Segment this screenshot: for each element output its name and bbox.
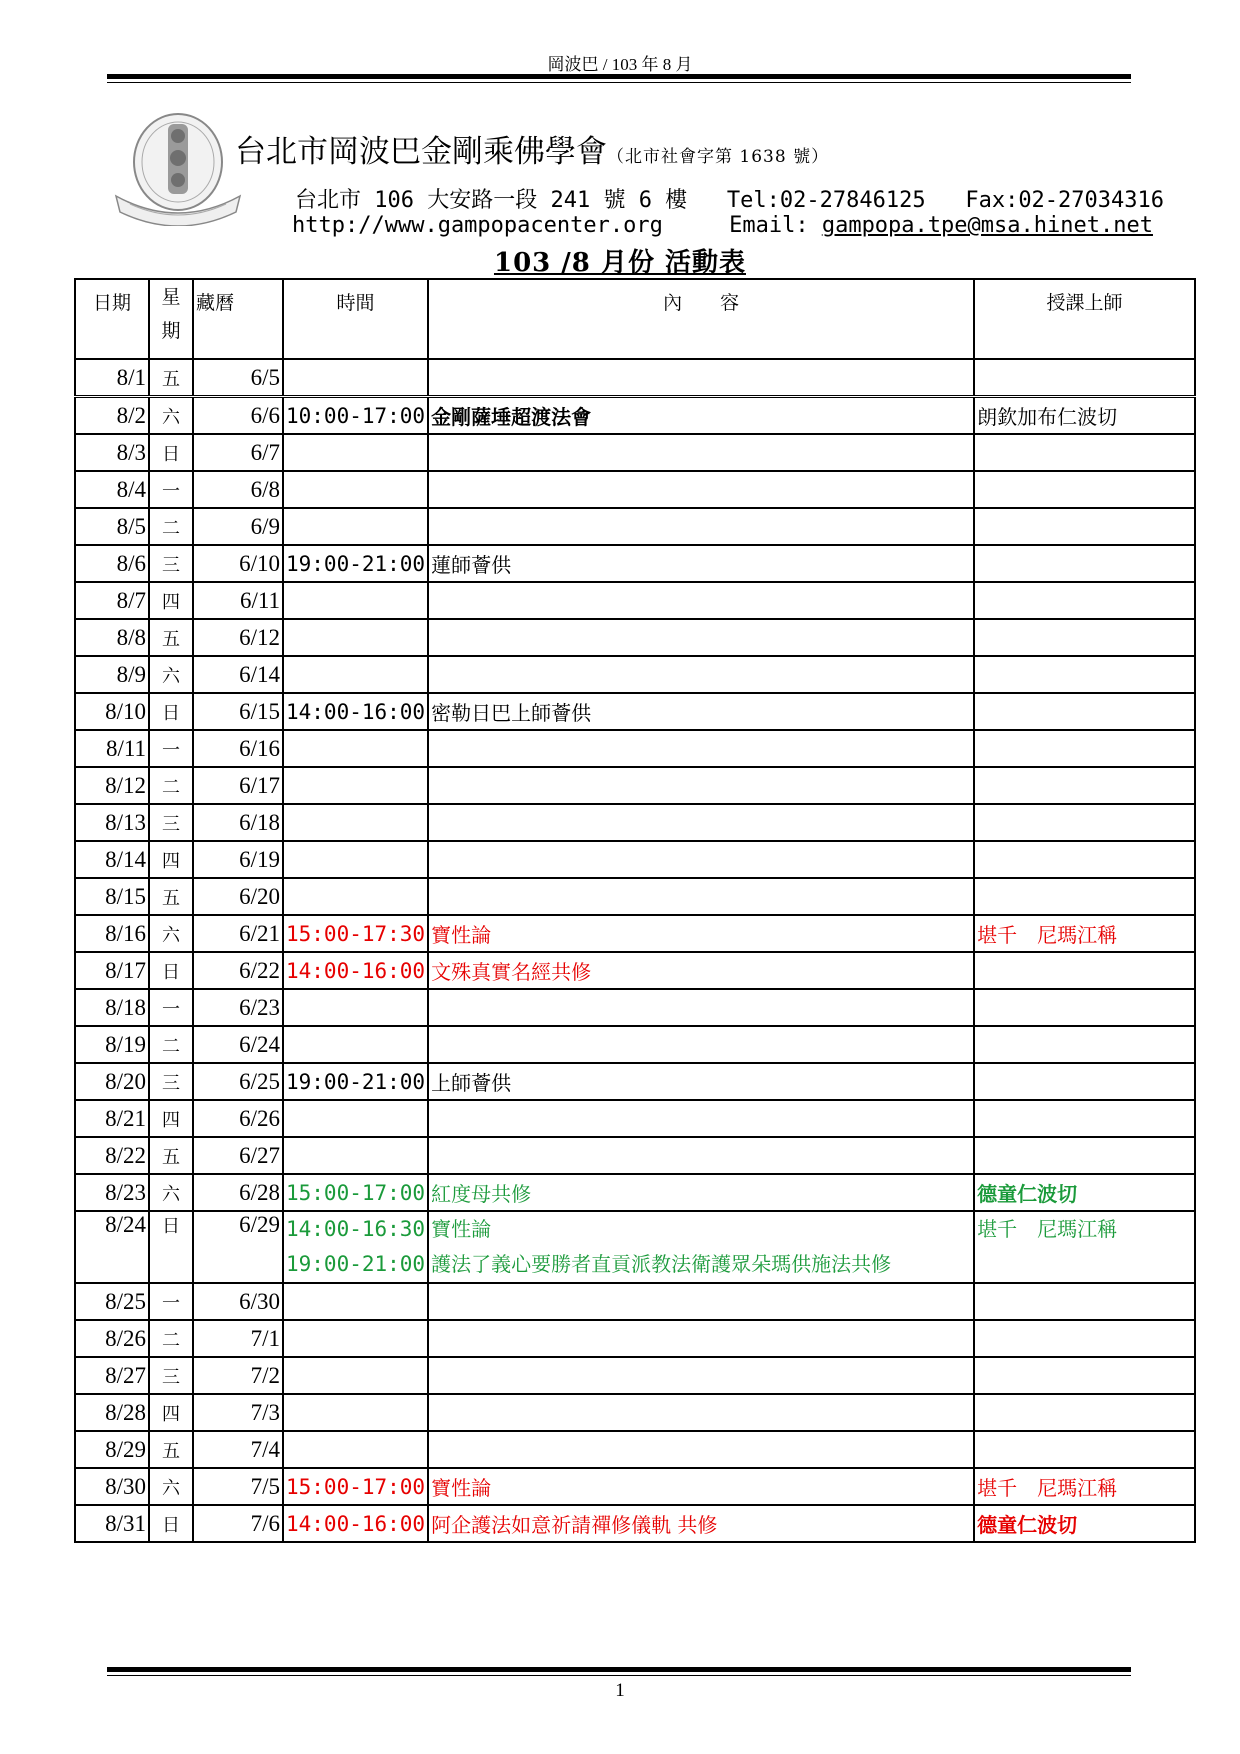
- cell-date: 8/6: [75, 545, 149, 582]
- cell-date: 8/5: [75, 508, 149, 545]
- cell-teacher: [974, 1320, 1195, 1357]
- cell-weekday: 一: [149, 730, 193, 767]
- cell-time: [283, 434, 428, 471]
- cell-weekday: 六: [149, 1174, 193, 1211]
- cell-date: 8/7: [75, 582, 149, 619]
- cell-date: 8/22: [75, 1137, 149, 1174]
- cell-weekday: 六: [149, 915, 193, 952]
- cell-content: [428, 804, 974, 841]
- cell-time: [283, 508, 428, 545]
- header-teacher: 授課上師: [974, 279, 1195, 359]
- document-title: 103 /8 月份 活動表: [493, 248, 746, 278]
- org-address: 台北市 106 大安路一段 241 號 6 樓 Tel:02-27846125 Fax:02-27034316: [295, 188, 1165, 213]
- cell-teacher: [974, 545, 1195, 582]
- cell-teacher: [974, 1394, 1195, 1431]
- cell-teacher: 德童仁波切: [974, 1505, 1195, 1542]
- org-logo-icon: [110, 100, 246, 226]
- table-row: [75, 1174, 1195, 1211]
- table-row: [75, 693, 1195, 730]
- cell-tibetan-date: 6/5: [193, 359, 283, 397]
- email-link[interactable]: gampopa.tpe@msa.hinet.net: [821, 213, 1153, 238]
- table-row: [75, 1357, 1195, 1394]
- cell-content: [428, 730, 974, 767]
- cell-date: 8/23: [75, 1174, 149, 1211]
- cell-date: 8/15: [75, 878, 149, 915]
- cell-date: 8/2: [75, 397, 149, 435]
- cell-weekday: 二: [149, 508, 193, 545]
- cell-teacher: 堪千 尼瑪江稱: [974, 915, 1195, 952]
- cell-time: [283, 841, 428, 878]
- cell-weekday: 五: [149, 619, 193, 656]
- cell-content: [428, 582, 974, 619]
- cell-content: 密勒日巴上師薈供: [428, 693, 974, 730]
- table-row: [75, 878, 1195, 915]
- cell-teacher: [974, 693, 1195, 730]
- cell-content: [428, 767, 974, 804]
- cell-tibetan-date: 6/6: [193, 397, 283, 435]
- cell-teacher: [974, 1431, 1195, 1468]
- cell-date: 8/17: [75, 952, 149, 989]
- cell-date: 8/12: [75, 767, 149, 804]
- cell-tibetan-date: 6/30: [193, 1283, 283, 1320]
- cell-teacher: [974, 582, 1195, 619]
- cell-time: 14:00-16:00: [283, 693, 428, 730]
- table-row: [75, 915, 1195, 952]
- table-row: [75, 508, 1195, 545]
- cell-tibetan-date: 6/27: [193, 1137, 283, 1174]
- cell-content: [428, 1394, 974, 1431]
- cell-weekday: 日: [149, 1505, 193, 1542]
- cell-teacher: [974, 434, 1195, 471]
- table-row: [75, 1468, 1195, 1505]
- cell-tibetan-date: 6/8: [193, 471, 283, 508]
- cell-teacher: 堪千 尼瑪江稱: [974, 1468, 1195, 1505]
- table-row: [75, 545, 1195, 582]
- page-number: 1: [615, 1680, 625, 1701]
- org-contact-line: [292, 213, 1153, 238]
- table-row: [75, 804, 1195, 841]
- cell-time: [283, 1137, 428, 1174]
- cell-tibetan-date: 6/23: [193, 989, 283, 1026]
- cell-time: [283, 359, 428, 397]
- cell-tibetan-date: 6/21: [193, 915, 283, 952]
- cell-tibetan-date: 6/7: [193, 434, 283, 471]
- cell-time: [283, 471, 428, 508]
- cell-date: 8/8: [75, 619, 149, 656]
- cell-weekday: 日: [149, 693, 193, 730]
- cell-teacher: [974, 1063, 1195, 1100]
- cell-tibetan-date: 6/14: [193, 656, 283, 693]
- table-row: [75, 1026, 1195, 1063]
- table-row: [75, 656, 1195, 693]
- cell-teacher: 堪千 尼瑪江稱: [974, 1211, 1195, 1283]
- cell-time: [283, 582, 428, 619]
- table-row: [75, 989, 1195, 1026]
- cell-date: 8/19: [75, 1026, 149, 1063]
- table-row: [75, 359, 1195, 397]
- cell-tibetan-date: 6/22: [193, 952, 283, 989]
- cell-content: [428, 1283, 974, 1320]
- cell-content: [428, 359, 974, 397]
- table-row: [75, 1505, 1195, 1542]
- cell-weekday: 二: [149, 1026, 193, 1063]
- cell-time: [283, 1357, 428, 1394]
- table-row: [75, 767, 1195, 804]
- cell-weekday: 日: [149, 434, 193, 471]
- header-time: 時間: [283, 279, 428, 359]
- cell-date: 8/11: [75, 730, 149, 767]
- cell-weekday: 六: [149, 1468, 193, 1505]
- cell-content: [428, 434, 974, 471]
- table-row: [75, 1063, 1195, 1100]
- cell-tibetan-date: 6/17: [193, 767, 283, 804]
- cell-time: [283, 1320, 428, 1357]
- cell-teacher: [974, 1137, 1195, 1174]
- cell-date: 8/14: [75, 841, 149, 878]
- cell-content: [428, 841, 974, 878]
- table-row: [75, 841, 1195, 878]
- cell-weekday: 三: [149, 545, 193, 582]
- cell-content: 寶性論: [428, 1468, 974, 1505]
- cell-tibetan-date: 6/15: [193, 693, 283, 730]
- cell-content: [428, 1320, 974, 1357]
- table-row: [75, 434, 1195, 471]
- cell-tibetan-date: 6/26: [193, 1100, 283, 1137]
- running-head: 岡波巴 / 103 年 8 月: [547, 55, 693, 74]
- cell-teacher: 朗欽加布仁波切: [974, 397, 1195, 435]
- cell-tibetan-date: 7/1: [193, 1320, 283, 1357]
- cell-time: [283, 1394, 428, 1431]
- cell-weekday: 四: [149, 841, 193, 878]
- cell-weekday: 五: [149, 359, 193, 397]
- email-label: Email:: [729, 213, 822, 238]
- cell-content: 紅度母共修: [428, 1174, 974, 1211]
- time-line-2: 19:00-21:00: [286, 1252, 426, 1276]
- cell-time: 19:00-21:00: [283, 1063, 428, 1100]
- cell-time: 14:00-16:00: [283, 952, 428, 989]
- cell-content: [428, 878, 974, 915]
- cell-weekday: 四: [149, 1100, 193, 1137]
- cell-time: [283, 878, 428, 915]
- table-row: [75, 730, 1195, 767]
- cell-date: 8/28: [75, 1394, 149, 1431]
- org-registration: （北市社會字第 1638 號）: [607, 147, 830, 167]
- cell-tibetan-date: 6/28: [193, 1174, 283, 1211]
- cell-teacher: [974, 656, 1195, 693]
- org-name-text: 台北市岡波巴金剛乘佛學會: [235, 134, 607, 170]
- cell-tibetan-date: 6/29: [193, 1211, 283, 1283]
- cell-date: 8/3: [75, 434, 149, 471]
- cell-content: 金剛薩埵超渡法會: [428, 397, 974, 435]
- cell-teacher: [974, 767, 1195, 804]
- cell-content: [428, 471, 974, 508]
- cell-weekday: 四: [149, 1394, 193, 1431]
- cell-weekday: 三: [149, 804, 193, 841]
- cell-time: [283, 619, 428, 656]
- cell-tibetan-date: 6/20: [193, 878, 283, 915]
- table-row: [75, 1100, 1195, 1137]
- cell-date: 8/4: [75, 471, 149, 508]
- cell-weekday: 二: [149, 767, 193, 804]
- cell-teacher: [974, 1100, 1195, 1137]
- cell-tibetan-date: 6/25: [193, 1063, 283, 1100]
- cell-date: 8/20: [75, 1063, 149, 1100]
- cell-content: [428, 508, 974, 545]
- cell-date: 8/16: [75, 915, 149, 952]
- cell-tibetan-date: 7/2: [193, 1357, 283, 1394]
- header-tibetan: 藏曆: [193, 279, 283, 359]
- cell-tibetan-date: 6/12: [193, 619, 283, 656]
- cell-tibetan-date: 6/19: [193, 841, 283, 878]
- cell-time: 14:00-16:00: [283, 1505, 428, 1542]
- cell-weekday: 一: [149, 1283, 193, 1320]
- cell-weekday: 一: [149, 471, 193, 508]
- cell-weekday: 一: [149, 989, 193, 1026]
- cell-content: 蓮師薈供: [428, 545, 974, 582]
- cell-date: 8/24: [75, 1211, 149, 1283]
- cell-time: [283, 767, 428, 804]
- table-row: [75, 1283, 1195, 1320]
- table-row: [75, 1431, 1195, 1468]
- cell-content: [428, 1211, 974, 1283]
- time-line-1: 14:00-16:30: [286, 1217, 426, 1241]
- cell-weekday: 日: [149, 952, 193, 989]
- cell-tibetan-date: 7/5: [193, 1468, 283, 1505]
- cell-content: [428, 1431, 974, 1468]
- schedule-table: [74, 278, 1196, 1543]
- table-header-row: [75, 279, 1195, 359]
- cell-weekday: 四: [149, 582, 193, 619]
- cell-date: 8/27: [75, 1357, 149, 1394]
- cell-time: [283, 1283, 428, 1320]
- cell-tibetan-date: 7/6: [193, 1505, 283, 1542]
- cell-time: 15:00-17:30: [283, 915, 428, 952]
- cell-weekday: 六: [149, 397, 193, 435]
- cell-content: [428, 1137, 974, 1174]
- cell-time: [283, 656, 428, 693]
- cell-time: 19:00-21:00: [283, 545, 428, 582]
- table-row: [75, 471, 1195, 508]
- cell-date: 8/1: [75, 359, 149, 397]
- top-rule-thin: [107, 82, 1131, 83]
- cell-teacher: [974, 804, 1195, 841]
- cell-teacher: [974, 471, 1195, 508]
- cell-date: 8/9: [75, 656, 149, 693]
- cell-teacher: [974, 1357, 1195, 1394]
- cell-tibetan-date: 6/11: [193, 582, 283, 619]
- cell-content: [428, 1100, 974, 1137]
- cell-weekday: 五: [149, 1431, 193, 1468]
- cell-weekday: 六: [149, 656, 193, 693]
- header-weekday: [149, 279, 193, 359]
- cell-date: 8/31: [75, 1505, 149, 1542]
- table-row: [75, 1137, 1195, 1174]
- cell-weekday: 二: [149, 1320, 193, 1357]
- cell-content: 阿企護法如意祈請禪修儀軌 共修: [428, 1505, 974, 1542]
- cell-teacher: [974, 508, 1195, 545]
- cell-content: [428, 656, 974, 693]
- cell-weekday: 三: [149, 1063, 193, 1100]
- table-row: [75, 582, 1195, 619]
- cell-date: 8/29: [75, 1431, 149, 1468]
- cell-time: [283, 989, 428, 1026]
- cell-weekday: 五: [149, 878, 193, 915]
- table-row: [75, 1394, 1195, 1431]
- table-row: [75, 397, 1195, 435]
- cell-date: 8/25: [75, 1283, 149, 1320]
- cell-date: 8/21: [75, 1100, 149, 1137]
- table-row: [75, 952, 1195, 989]
- cell-teacher: [974, 730, 1195, 767]
- header-weekday-text: 星期: [161, 286, 181, 342]
- cell-time: 15:00-17:00: [283, 1174, 428, 1211]
- cell-content: 上師薈供: [428, 1063, 974, 1100]
- cell-tibetan-date: 6/24: [193, 1026, 283, 1063]
- cell-teacher: [974, 1283, 1195, 1320]
- cell-content: 文殊真實名經共修: [428, 952, 974, 989]
- cell-date: 8/26: [75, 1320, 149, 1357]
- table-row: [75, 619, 1195, 656]
- cell-teacher: 德童仁波切: [974, 1174, 1195, 1211]
- table-row: [75, 1211, 1195, 1283]
- cell-time: [283, 1100, 428, 1137]
- cell-teacher: [974, 841, 1195, 878]
- top-rule: [107, 74, 1131, 79]
- header-date: 日期: [75, 279, 149, 359]
- bottom-rule-thin: [107, 1675, 1131, 1676]
- cell-time: 15:00-17:00: [283, 1468, 428, 1505]
- cell-content: [428, 1357, 974, 1394]
- cell-content: [428, 989, 974, 1026]
- cell-teacher: [974, 1026, 1195, 1063]
- content-line-1: 寶性論: [431, 1217, 492, 1241]
- cell-time: [283, 730, 428, 767]
- cell-time: [283, 1431, 428, 1468]
- cell-teacher: [974, 989, 1195, 1026]
- cell-content: [428, 1026, 974, 1063]
- cell-time: [283, 1211, 428, 1283]
- cell-teacher: [974, 878, 1195, 915]
- cell-teacher: [974, 619, 1195, 656]
- header-content: 內 容: [428, 279, 974, 359]
- cell-tibetan-date: 6/9: [193, 508, 283, 545]
- cell-tibetan-date: 6/10: [193, 545, 283, 582]
- cell-teacher: [974, 359, 1195, 397]
- website-link[interactable]: http://www.gampopacenter.org: [292, 213, 663, 238]
- schedule-rows: [75, 359, 1195, 1542]
- cell-tibetan-date: 6/18: [193, 804, 283, 841]
- cell-time: [283, 804, 428, 841]
- cell-tibetan-date: 6/16: [193, 730, 283, 767]
- cell-date: 8/10: [75, 693, 149, 730]
- cell-tibetan-date: 7/3: [193, 1394, 283, 1431]
- content-line-2: 護法了義心要勝者直貢派教法衛護眾朵瑪供施法共修: [431, 1252, 892, 1276]
- cell-content: [428, 619, 974, 656]
- bottom-rule: [107, 1667, 1131, 1672]
- cell-tibetan-date: 7/4: [193, 1431, 283, 1468]
- table-row: [75, 1320, 1195, 1357]
- cell-date: 8/30: [75, 1468, 149, 1505]
- cell-weekday: 五: [149, 1137, 193, 1174]
- cell-teacher: [974, 952, 1195, 989]
- cell-time: 10:00-17:00: [283, 397, 428, 435]
- cell-content: 寶性論: [428, 915, 974, 952]
- cell-date: 8/18: [75, 989, 149, 1026]
- cell-weekday: 日: [149, 1211, 193, 1283]
- cell-weekday: 三: [149, 1357, 193, 1394]
- cell-date: 8/13: [75, 804, 149, 841]
- cell-time: [283, 1026, 428, 1063]
- org-name: [235, 126, 829, 171]
